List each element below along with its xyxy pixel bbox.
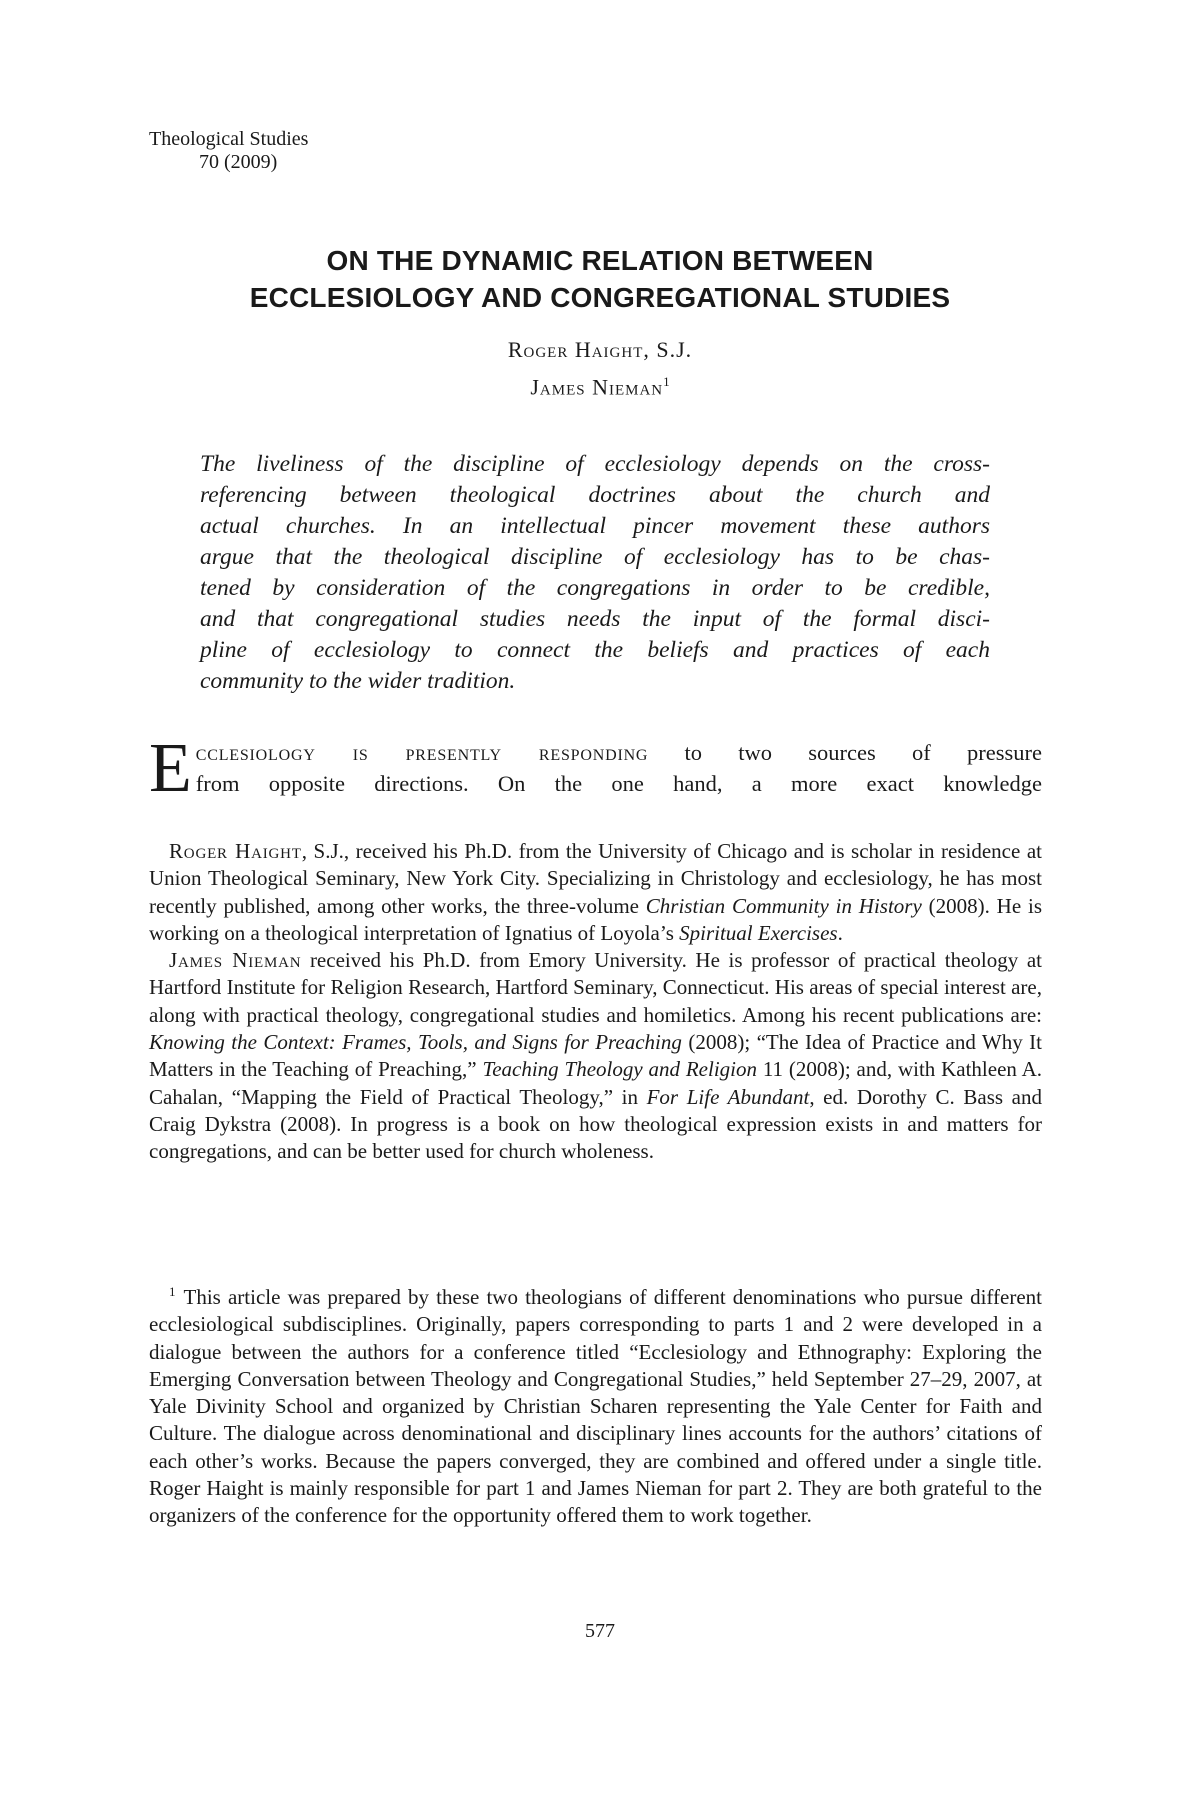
bio-nieman-name: James Nieman: [169, 948, 302, 973]
author-2-footnote-mark: 1: [663, 374, 670, 389]
author-1: Roger Haight, S.J.: [507, 337, 693, 362]
abstract-line: and that congregational studies needs the input of the formal disci-: [200, 606, 990, 632]
bio-book-title: Spiritual Exercises: [679, 920, 838, 945]
opening-paragraph: [149, 730, 1043, 807]
abstract-line: referencing between theological doctrines about the church and: [200, 482, 990, 508]
article-title: [0, 242, 1200, 316]
title-line-2: ECCLESIOLOGY AND CONGREGATIONAL STUDIES: [249, 282, 951, 313]
footnote-text: This article was prepared by these two theologians of different denominations who pursue different ecclesiological subdisciplines. Originally, papers corresponding to parts 1 and 2 were developed in a dialogue between the authors for a conference titled “Ecclesiology and Ethnography: Exploring the Emerging Conversation between Theology and Congregational Studies,” held September 27–29, 2007, at Yale Divinity School and organized by Christian Scharen representing the Yale Center for Faith and Culture. The dialogue across denominational and disciplinary lines accounts for the authors’ citations of each other’s works. Because the papers converged, they are combined and offered under a single title. Roger Haight is mainly responsible for part 1 and James Nieman for part 2. They are both grateful to the organizers of the conference for the opportunity offered them to work together.: [149, 1285, 1042, 1528]
opening-line-1: [149, 737, 1042, 768]
journal-header: [149, 128, 308, 174]
abstract-line: actual churches. In an intellectual pincer movement these authors: [200, 513, 990, 539]
author-2-line: [0, 366, 1200, 403]
bio-nieman: [149, 947, 1042, 1165]
bio-text: received his Ph.D. from Emory University. He is professor of practical theology at Hartford Institute for Religion Research, Hartford Seminary, Connecticut. His areas of special interest are, along with practical theology, congregational studies and homiletics. Among his recent publications are:: [149, 948, 1042, 1027]
abstract-line: pline of ecclesiology to connect the beliefs and practices of each: [200, 637, 990, 663]
bio-book-title: For Life Abundant: [646, 1084, 810, 1109]
bio-text: , ed. Dorothy C. Bass and Craig Dykstra (2008). In progress is a book on how theological expression exists in and matters for congregations, and can be better used for church wholeness.: [149, 1084, 1042, 1164]
footnote-text-block: [149, 1278, 1042, 1530]
author-2: James Nieman: [530, 374, 664, 400]
abstract-line: The liveliness of the discipline of ecclesiology depends on the cross-: [200, 451, 990, 477]
abstract: [200, 449, 990, 697]
opening-smallcaps: cclesiology is presently responding: [195, 740, 649, 765]
abstract-line: community to the wider tradition.: [200, 668, 516, 694]
bio-book-title: Christian Community in History: [645, 893, 922, 918]
opening-line-1-rest: to two sources of pressure: [684, 740, 1043, 765]
footnote-1: [149, 1278, 1042, 1530]
journal-name: Theological Studies: [149, 128, 309, 150]
drop-cap: E: [149, 730, 192, 807]
bio-text: , S.J., received his Ph.D. from the University of Chicago and is scholar in residence at Union Theological Seminary, New York City. Specializing in Christology and ecclesiology, he has most recently published, among other works, the three-volume: [149, 839, 1042, 918]
bio-text: .: [837, 920, 843, 945]
footnote-mark: 1: [169, 1284, 176, 1299]
opening-line-2: from opposite directions. On the one hand, a more exact knowledge: [195, 771, 1042, 796]
bio-haight-name: Roger Haight: [169, 839, 302, 863]
page-number: 577: [585, 1620, 615, 1642]
bio-journal-title: Teaching Theology and Religion: [482, 1057, 757, 1082]
bio-text: 11 (2008); and, with Kathleen A. Cahalan, “Mapping the Field of Practical Theology,” in: [149, 1057, 1042, 1109]
bio-text: (2008). He is working on a theological interpretation of Ignatius of Loyola’s: [149, 893, 1042, 945]
journal-volume: 70 (2009): [199, 151, 278, 173]
title-line-1: ON THE DYNAMIC RELATION BETWEEN: [326, 245, 874, 276]
author-block: [0, 334, 1200, 403]
abstract-line: tened by consideration of the congregations in order to be credible,: [200, 575, 990, 601]
bio-text: (2008); “The Idea of Practice and Why It Matters in the Teaching of Preaching,”: [149, 1030, 1042, 1082]
bio-book-title: Knowing the Context: Frames, Tools, and Signs for Preaching: [149, 1030, 682, 1055]
bio-haight: [149, 838, 1042, 947]
author-bios: [149, 838, 1042, 1166]
abstract-line: argue that the theological discipline of ecclesiology has to be chas-: [200, 544, 990, 570]
